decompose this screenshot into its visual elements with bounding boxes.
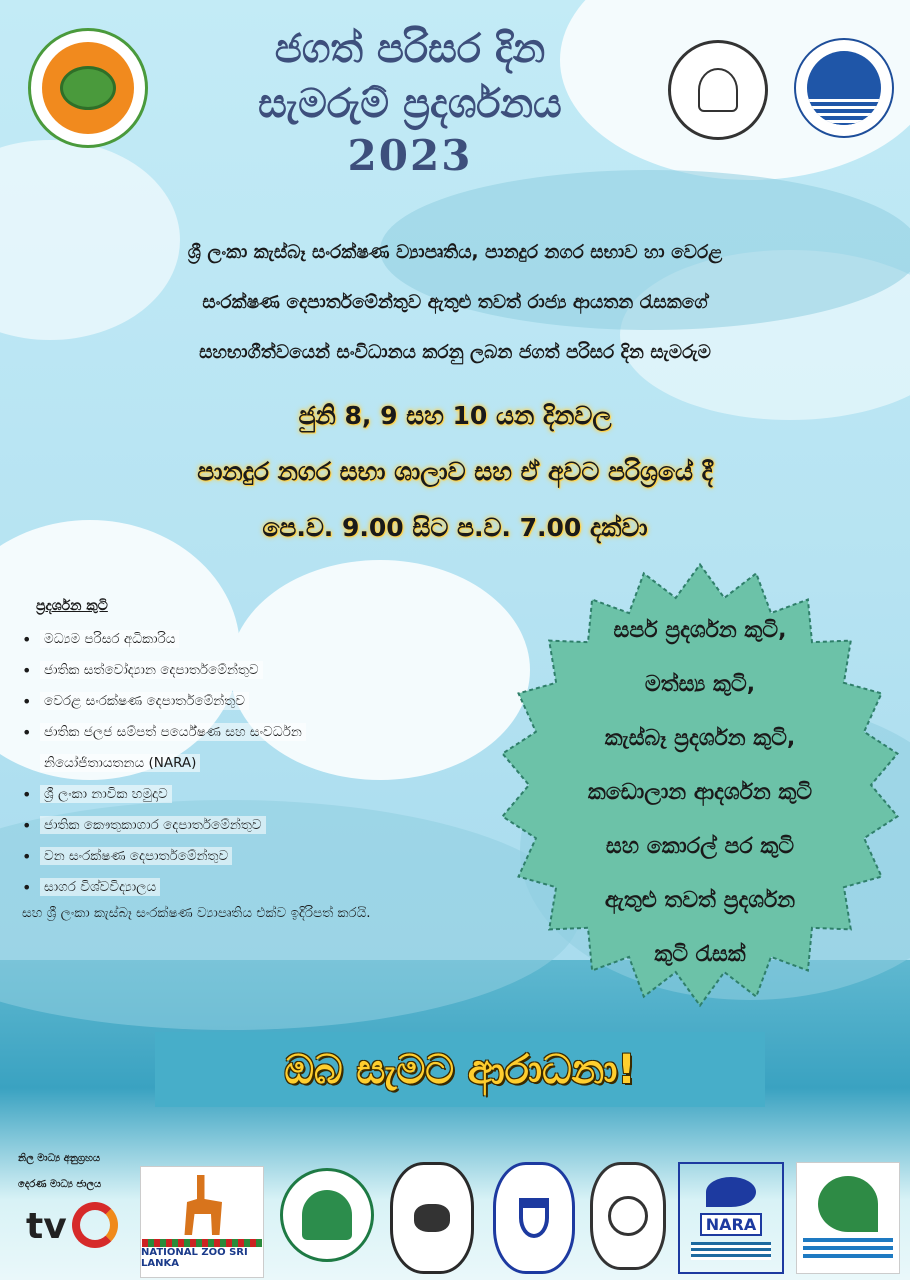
deer-icon [177, 1175, 227, 1235]
list-item: • මධ්‍යම පරිසර අධිකාරිය [22, 624, 592, 655]
tv-logo-text: tv [26, 1206, 67, 1247]
highlight-line: කඩොලාන ආදර්ශන කුටි [587, 780, 813, 805]
forest-dept-logo [796, 1162, 900, 1274]
list-item-continuation: නියෝජිතායතනය (NARA) [22, 748, 592, 779]
highlight-line: සහ කොරල් පර කුටි [605, 834, 795, 859]
welcome-text: ඔබ සැමට ආරාධනා! [284, 1046, 636, 1093]
list-item: • ජාතික සත්වෝද්‍යාන දෙපාර්තමේන්තුව [22, 655, 592, 686]
list-item: • ජාතික කෞතුකාගාර දෙපාර්තමේන්තුව [22, 810, 592, 841]
intro-line: සංරක්ෂණ දෙපාර්තමේන්තුව ඇතුළු තවත් රාජ්‍ය ආයතන රැසකගේ [202, 292, 708, 313]
zoo-name: NATIONAL ZOO SRI LANKA [141, 1247, 248, 1269]
national-zoo-logo [140, 1166, 264, 1278]
leaf-icon [818, 1176, 878, 1232]
stupa-icon [698, 68, 738, 112]
list-item: • වන සංරක්ෂණ දෙපාර්තමේන්තුව [22, 841, 592, 872]
dolphin-icon [706, 1177, 756, 1207]
wave-lines [803, 1238, 893, 1260]
list-item: • සාගර විශ්වවිද්‍යාලය [22, 872, 592, 903]
nara-label: NARA [700, 1213, 762, 1236]
stalls-footer: සහ ශ්‍රී ලංකා කැස්බෑ සංරක්ෂණ ව්‍යාපෘතිය එක්ව ඉදිරිපත් කරයි. [22, 905, 371, 921]
wave-icon [807, 99, 881, 125]
page-title [150, 22, 670, 180]
title-line-1: ජගත් පරිසර දින [274, 25, 546, 72]
cea-logo [280, 1168, 374, 1262]
title-line-2: සැමරුම් ප්‍රදර්ශනය [258, 80, 562, 127]
intro-line: සහභාගීත්වයෙන් සංවිධානය කරනු ලබන ජගත් පරිසර දින සැමරුම [199, 342, 711, 363]
stalls-heading: ප්‍රදර්ශන කුටි [36, 598, 108, 614]
elephant-icon [414, 1204, 450, 1232]
highlight-line: කුටි රැසක් [654, 942, 746, 967]
ocean-university-logo [590, 1162, 666, 1270]
highlight-line: කැස්බෑ ප්‍රදර්ශන කුටි, [604, 726, 796, 751]
highlights-text [520, 604, 880, 982]
media-line: නිල මාධ්‍ය අනුග්‍රහය [18, 1153, 101, 1164]
event-details [120, 388, 790, 556]
event-dates: ජුනි 8, 9 සහ 10 යන දිනවල [298, 401, 612, 430]
tree-icon [302, 1190, 352, 1240]
anchor-icon [519, 1198, 549, 1238]
navy-logo [493, 1162, 575, 1274]
wave-lines [691, 1242, 771, 1260]
media-line: දෙරණ මාධ්‍ය ජාලය [18, 1179, 102, 1190]
derana-ring-icon [72, 1202, 118, 1248]
title-year: 2023 [347, 131, 473, 180]
highlights-burst [500, 560, 900, 1010]
media-sponsor [18, 1146, 148, 1198]
urban-council-logo [668, 40, 768, 140]
turtle-conservation-logo [28, 28, 148, 148]
highlight-line: ඇතුළු තවත් ප්‍රදර්ශන [604, 888, 796, 913]
list-item: • ශ්‍රී ලංකා නාවික හමුදාව [22, 779, 592, 810]
tv-derana-logo [26, 1200, 122, 1260]
intro-line: ශ්‍රී ලංකා කැස්බෑ සංරක්ෂණ ව්‍යාපෘතිය, පානදුර නගර සභාව හා වෙරළ [187, 242, 723, 263]
museum-dept-logo [390, 1162, 474, 1274]
turtle-icon [60, 66, 116, 110]
nara-logo [678, 1162, 784, 1274]
list-item: • වෙරළ සංරක්ෂණ දෙපාර්තමේන්තුව [22, 686, 592, 717]
coast-conservation-logo [794, 38, 894, 138]
highlight-line: මත්ස්‍ය කුටි, [644, 672, 756, 697]
welcome-banner [155, 1032, 765, 1107]
event-time: පෙ.ව. 9.00 සිට ප.ව. 7.00 දක්වා [262, 513, 648, 542]
highlight-line: සර්ප ප්‍රදර්ශන කුටි, [613, 618, 787, 643]
globe-icon [608, 1196, 648, 1236]
list-item: • ජාතික ජලජ සම්පත් පර්යේෂණ සහ සංවර්ධන [22, 717, 592, 748]
event-venue: පානදුර නගර සභා ශාලාව සහ ඒ අවට පරිශ්‍රයේ දී [197, 457, 713, 486]
intro-text [30, 228, 880, 378]
stripe-bar [142, 1239, 262, 1247]
